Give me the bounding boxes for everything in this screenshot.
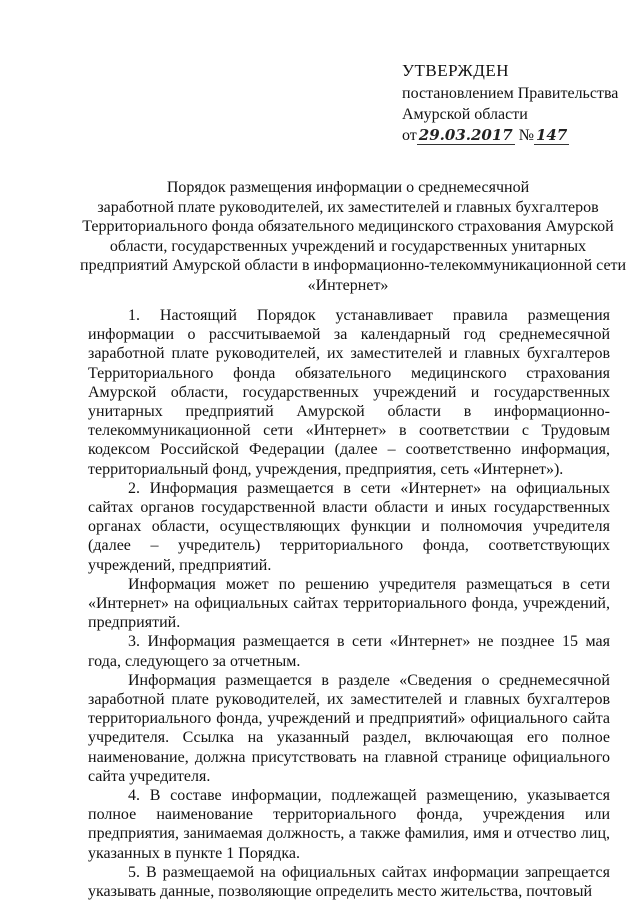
handwritten-date: 29.03.2017 bbox=[418, 126, 513, 144]
document-title bbox=[80, 178, 627, 295]
title-line: «Интернет» bbox=[307, 276, 389, 294]
document-body bbox=[88, 306, 610, 901]
approval-block bbox=[402, 60, 632, 146]
handwritten-number: 147 bbox=[536, 126, 568, 144]
title-line: предприятий Амурской области в информационно-телекоммуникационной сети bbox=[80, 257, 627, 274]
title-line: заработной плате руководителей, их заместителей и главных бухгалтеров bbox=[97, 198, 599, 216]
paragraph-5: 5. В размещаемой на официальных сайтах информации запрещается указывать данные, позволяющие определить место жительства, почтовый bbox=[88, 863, 610, 901]
paragraph-2-note: Информация может по решению учредителя размещаться в сети «Интернет» на официальных сайтах территориального фонда, учреждений, предприятий. bbox=[88, 575, 610, 632]
title-line: Территориального фонда обязательного медицинского страхования Амурской bbox=[82, 218, 614, 235]
paragraph-3-note: Информация размещается в разделе «Сведения о среднемесячной заработной плате руководителей, их заместителей и главных бухгалтеров территориального фонда, учреждений и предприятий» официального сайта учредителя. Ссылка на указанный раздел, включающая его полное наименование, должна присутствовать на главной странице официального сайта учредителя. bbox=[88, 671, 610, 785]
title-line: Порядок размещения информации о среднемесячной bbox=[166, 179, 530, 196]
paragraph-4: 4. В составе информации, подлежащей размещению, указывается полное наименование территориального фонда, учреждения или предприятия, занимаемая должность, а также фамилия, имя и отчество лиц, указанных в пункте 1 Порядка. bbox=[88, 787, 610, 862]
approval-region-line: Амурской области bbox=[402, 106, 528, 123]
approval-title: УТВЕРЖДЕН bbox=[402, 61, 509, 80]
title-line: области, государственных учреждений и государственных унитарных bbox=[109, 237, 587, 255]
approval-decree-line: постановлением Правительства bbox=[402, 85, 619, 102]
paragraph-3: 3. Информация размещается в сети «Интернет» не позднее 15 мая года, следующего за отчетным. bbox=[88, 633, 610, 670]
paragraph-1: 1. Настоящий Порядок устанавливает правила размещения информации о рассчитываемой за календарный год среднемесячной заработной плате руководителей, их заместителей и главных бухгалтеров Территориального фонда обязательного медицинского страхования Амурской области, государственных учреждений и государственных унитарных предприятий Амурской области в информационно-телекоммуникационной сети «Интернет» в соответствии с Трудовым кодексом Российской Федерации (далее – соответственно информация, территориальный фонд, учреждения, предприятия, сеть «Интернет»). bbox=[88, 307, 610, 478]
date-prefix: от bbox=[402, 127, 417, 144]
paragraph-2: 2. Информация размещается в сети «Интернет» на официальных сайтах органов государственной власти области и иных государственных органах области, осуществляющих функции и полномочия учредителя (далее – учредитель) территориального фонда, соответствующих учреждений, предприятий. bbox=[88, 479, 610, 574]
number-prefix: № bbox=[518, 127, 534, 144]
approval-date-line bbox=[402, 125, 632, 146]
